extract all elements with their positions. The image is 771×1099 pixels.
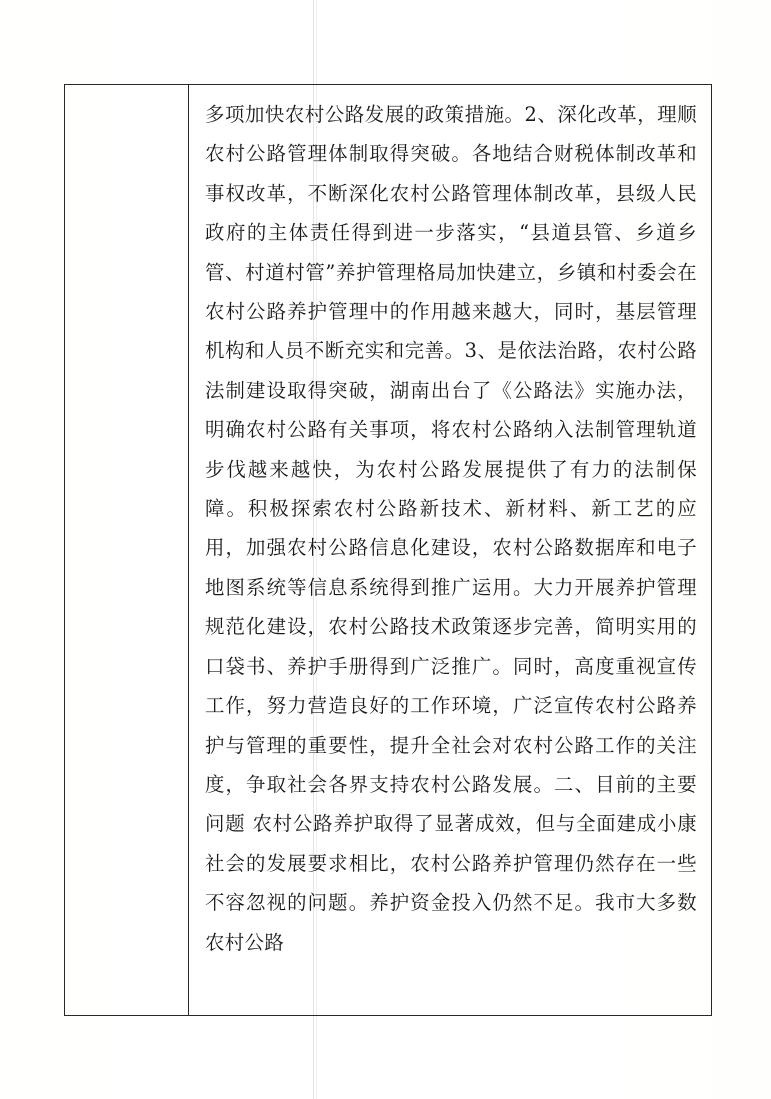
- table-main-column: [189, 85, 711, 1015]
- table-left-column: [65, 85, 189, 1015]
- body-paragraph: 多项加快农村公路发展的政策措施。2、深化改革，理顺农村公路管理体制取得突破。各地结合财税体制改革和事权改革，不断深化农村公路管理体制改革，县级人民政府的主体责任得到进一步落实，“县道县管、乡道乡管、村道村管”养护管理格局加快建立，乡镇和村委会在农村公路养护管理中的作用越来越大，同时，基层管理机构和人员不断充实和完善。3、是依法治路，农村公路法制建设取得突破，湖南出台了《公路法》实施办法，明确农村公路有关事项，将农村公路纳入法制管理轨道步伐越来越快，为农村公路发展提供了有力的法制保障。积极探索农村公路新技术、新材料、新工艺的应用，加强农村公路信息化建设，农村公路数据库和电子地图系统等信息系统得到推广运用。大力开展养护管理规范化建设，农村公路技术政策逐步完善，简明实用的口袋书、养护手册得到广泛推广。同时，高度重视宣传工作，努力营造良好的工作环境，广泛宣传农村公路养护与管理的重要性，提升全社会对农村公路工作的关注度，争取社会各界支持农村公路发展。二、目前的主要问题 农村公路养护取得了显著成效，但与全面建成小康社会的发展要求相比，农村公路养护管理仍然存在一些不容忽视的问题。养护资金投入仍然不足。我市大多数农村公路: [205, 103, 697, 954]
- document-table: [64, 84, 712, 1016]
